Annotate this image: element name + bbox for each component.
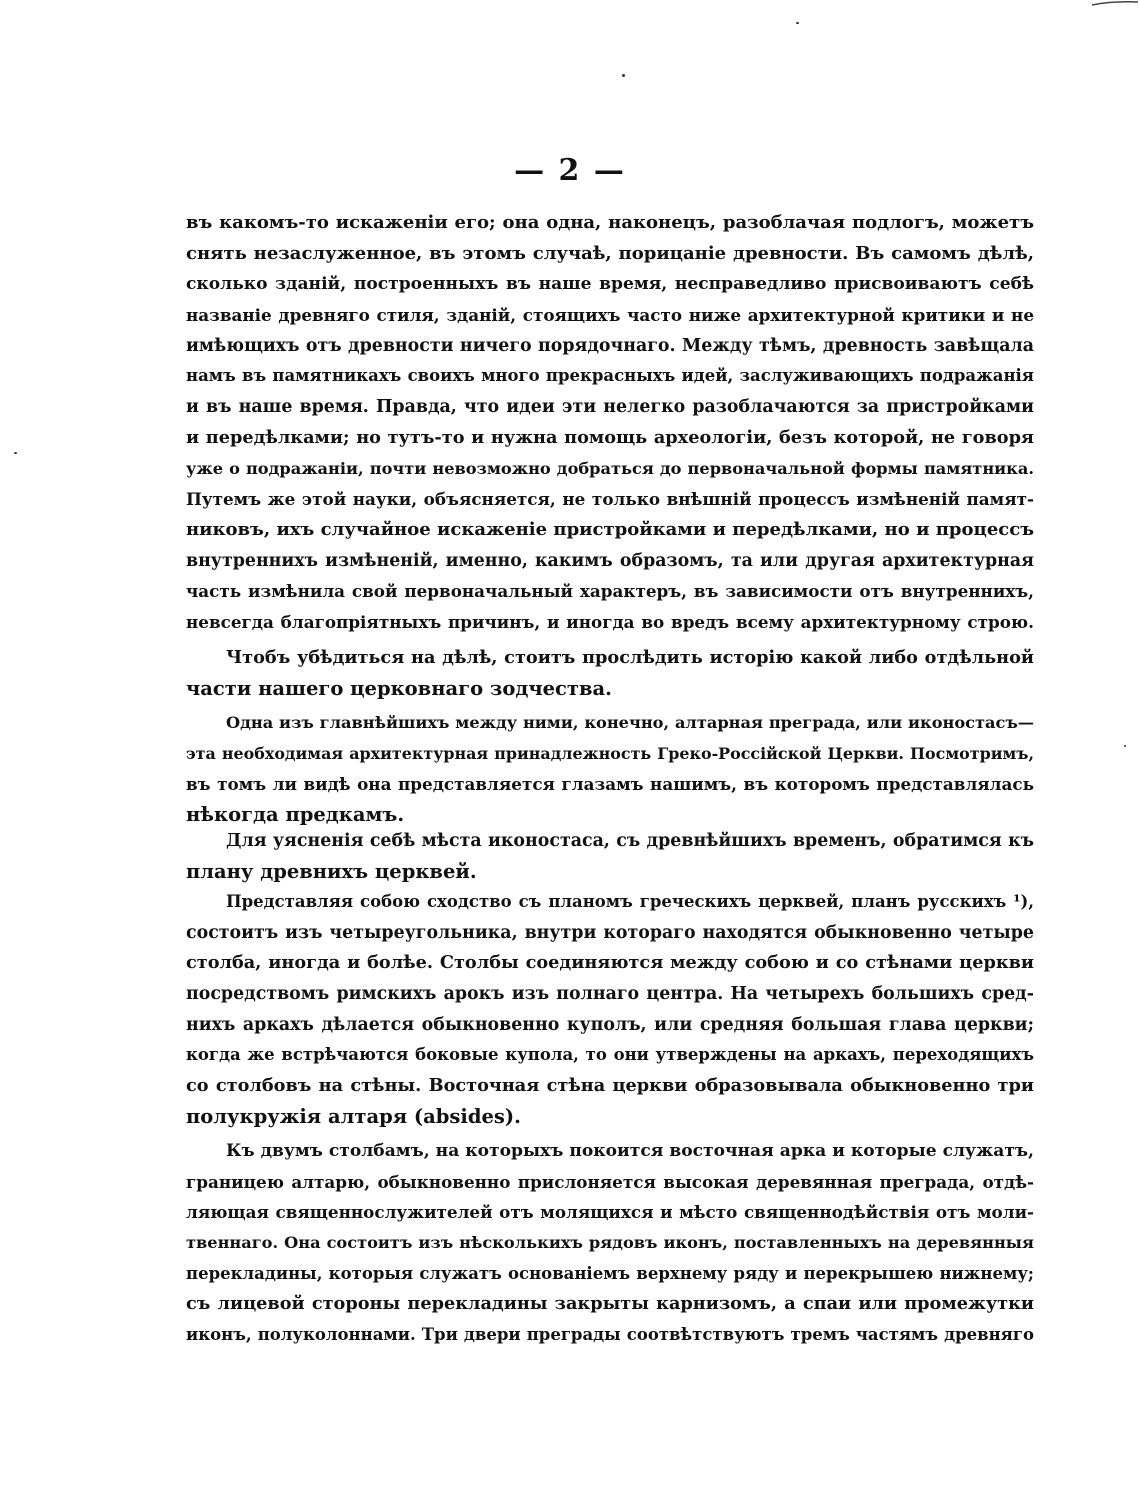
text-line: и передѣлками; но тутъ-то и нужна помощь археологіи, безъ которой, не говоря bbox=[186, 426, 1034, 448]
text-line: въ томъ ли видѣ она представляется глазамъ нашимъ, въ которомъ представлялась bbox=[186, 774, 1034, 795]
paragraph-2 bbox=[186, 643, 1034, 704]
text-line: Путемъ же этой науки, объясняется, не только внѣшній процессъ измѣненій памят- bbox=[186, 489, 1034, 510]
text-line: Къ двумъ столбамъ, на которыхъ покоится восточная арка и которые служатъ, bbox=[226, 1141, 1034, 1161]
text-line: границею алтарю, обыкновенно прислоняется высокая деревянная преграда, отдѣ- bbox=[186, 1171, 1034, 1192]
text-line: со столбовъ на стѣны. Восточная стѣна церкви образовывала обыкновенно три bbox=[186, 1075, 1034, 1097]
text-line: и въ наше время. Правда, что идеи эти нелегко разоблачаются за пристройками bbox=[186, 397, 1034, 418]
page-number: — 2 — bbox=[514, 153, 626, 188]
text-line: часть измѣнила свой первоначальный характеръ, въ зависимости отъ внутреннихъ, bbox=[186, 581, 1034, 602]
paragraph-6 bbox=[186, 1136, 1034, 1351]
paragraph-3 bbox=[186, 708, 1034, 831]
text-line: съ лицевой стороны перекладины закрыты карнизомъ, а спаи или промежутки bbox=[186, 1293, 1034, 1315]
text-line: въ какомъ-то искаженіи его; она одна, наконецъ, разоблачая подлогъ, можетъ bbox=[186, 212, 1034, 233]
text-line: Представляя собою сходство съ планомъ греческихъ церквей, планъ русскихъ ¹), bbox=[226, 892, 1034, 911]
text-line: названіе древняго стиля, зданій, стоящихъ часто ниже архитектурной критики и не bbox=[186, 305, 1034, 326]
text-line: уже о подражаніи, почти невозможно добраться до первоначальной формы памятника. bbox=[186, 458, 1034, 478]
text-line: посредствомъ римскихъ арокъ изъ полнаго центра. На четырехъ большихъ сред- bbox=[186, 984, 1034, 1005]
text-line: когда же встрѣчаются боковые купола, то они утверждены на аркахъ, переходящихъ bbox=[186, 1045, 1034, 1065]
text-line: эта необходимая архитектурная принадлежность Греко-Россійской Церкви. Посмотримъ, bbox=[186, 743, 1034, 763]
text-line: невсегда благопріятныхъ причинъ, и иногда во вредъ всему архитектурному строю. bbox=[186, 611, 1034, 632]
text-line: нихъ аркахъ дѣлается обыкновенно куполъ, или средняя большая глава церкви; bbox=[186, 1014, 1034, 1035]
text-line: перекладины, которыя служатъ основаніемъ верхнему ряду и перекрышею нижнему; bbox=[186, 1263, 1034, 1283]
paragraph-4 bbox=[186, 826, 1034, 887]
text-line: внутреннихъ измѣненій, именно, какимъ образомъ, та или другая архитектурная bbox=[186, 550, 1034, 571]
scan-speck bbox=[796, 22, 799, 24]
text-line: имѣющихъ отъ древности ничего порядочнаго. Между тѣмъ, древность завѣщала bbox=[186, 335, 1034, 356]
text-line: части нашего церковнаго зодчества. bbox=[186, 676, 612, 700]
text-line: полукружія алтаря (absides). bbox=[186, 1104, 521, 1128]
text-line: Чтобъ убѣдиться на дѣлѣ, стоитъ прослѣдить исторію какой либо отдѣльной bbox=[226, 647, 1034, 668]
paragraph-1 bbox=[186, 208, 1034, 638]
text-line: сколько зданій, построенныхъ въ наше время, несправедливо присвоиваютъ себѣ bbox=[186, 274, 1034, 295]
text-line: Одна изъ главнѣйшихъ между ними, конечно, алтарная преграда, или иконостасъ— bbox=[226, 713, 1034, 732]
text-line: состоитъ изъ четыреугольника, внутри котораго находятся обыкновенно четыре bbox=[186, 922, 1034, 943]
text-line: иконъ, полуколоннами. Три двери преграды соотвѣтствуютъ тремъ частямъ древняго bbox=[186, 1325, 1034, 1345]
scan-speck bbox=[622, 74, 625, 77]
text-line: нѣкогда предкамъ. bbox=[186, 803, 405, 827]
text-line: твеннаго. Она состоитъ изъ нѣсколькихъ рядовъ иконъ, поставленныхъ на деревянныя bbox=[186, 1233, 1034, 1253]
text-line: снять незаслуженное, въ этомъ случаѣ, порицаніе древности. Въ самомъ дѣлѣ, bbox=[186, 242, 1034, 264]
text-line: никовъ, ихъ случайное искаженіе пристройками и передѣлками, но и процессъ bbox=[186, 518, 1034, 540]
text-line: намъ въ памятникахъ своихъ много прекрасныхъ идей, заслуживающихъ подражанія bbox=[186, 366, 1034, 386]
text-line: плану древнихъ церквей. bbox=[186, 859, 477, 883]
paragraph-5 bbox=[186, 887, 1034, 1133]
scan-speck bbox=[14, 452, 17, 454]
scan-speck bbox=[1124, 745, 1126, 747]
scan-corner-mark bbox=[1092, 0, 1138, 8]
text-line: Для уясненія себѣ мѣста иконостаса, съ древнѣйшихъ временъ, обратимся къ bbox=[226, 831, 1034, 851]
text-line: столба, иногда и болѣе. Столбы соединяются между собою и со стѣнами церкви bbox=[186, 952, 1034, 974]
text-line: ляющая священнослужителей отъ молящихся и мѣсто священнодѣйствія отъ моли- bbox=[186, 1202, 1034, 1223]
